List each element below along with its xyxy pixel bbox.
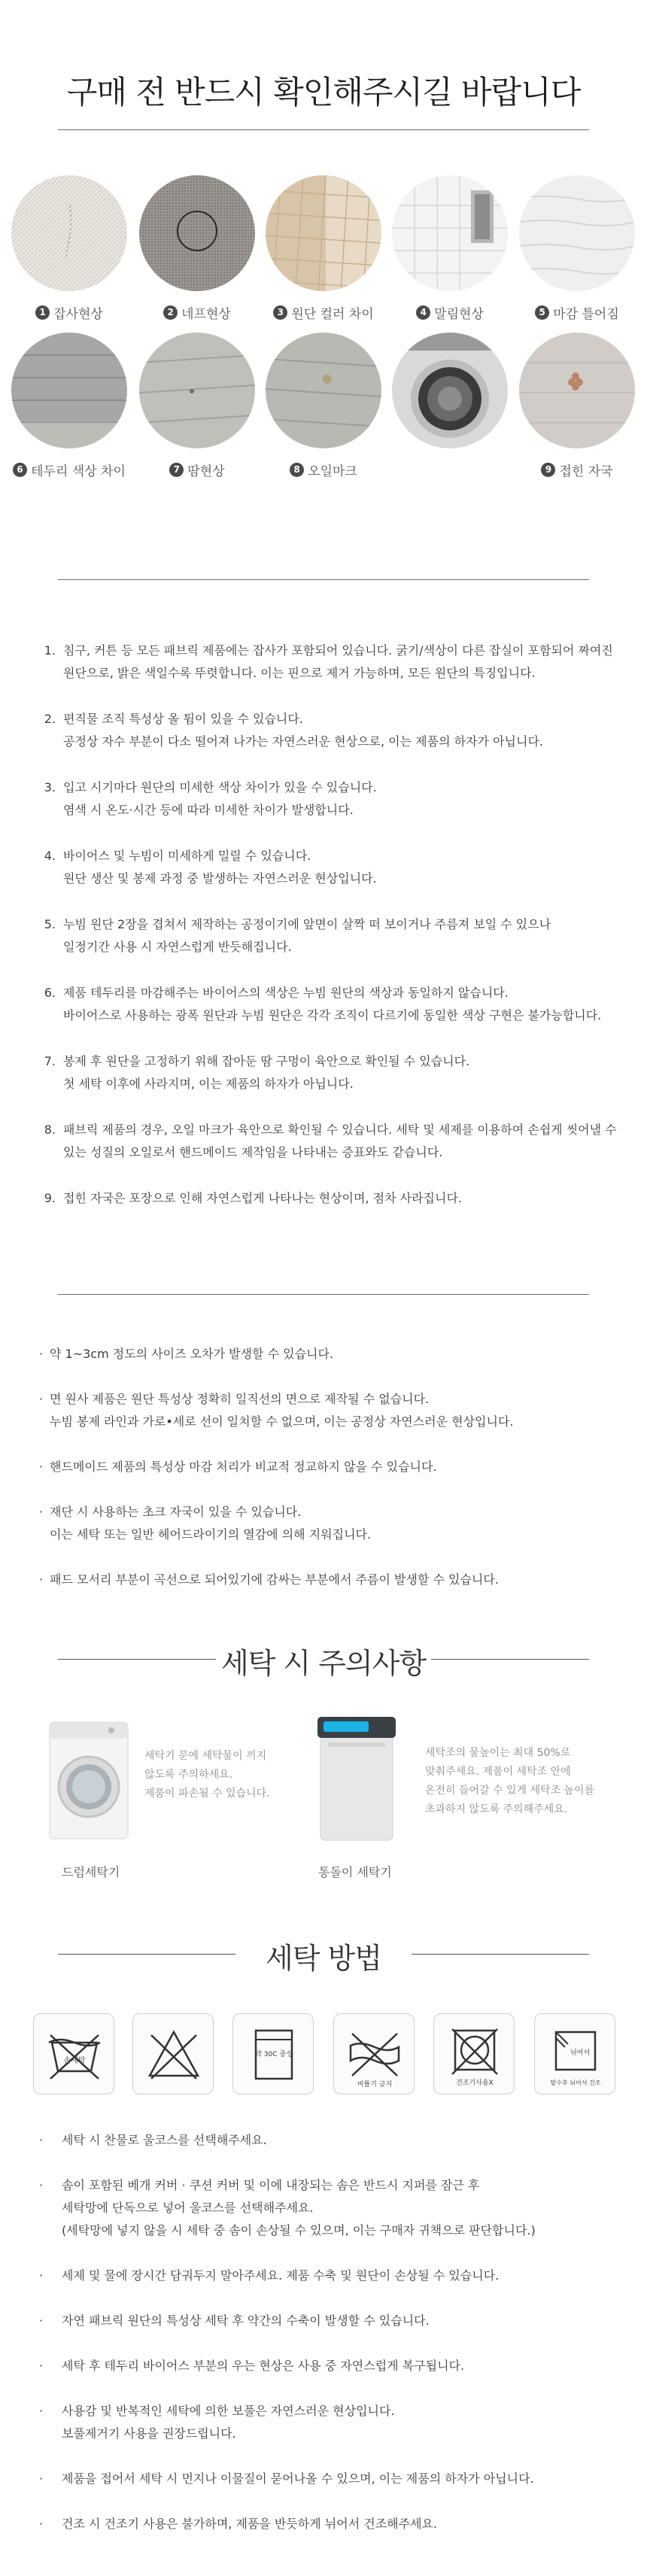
list-marker: · (39, 2313, 44, 2328)
list-text (63, 708, 623, 753)
text-line: 약 1~3cm 정도의 사이즈 오차가 발생할 수 있습니다. (50, 1347, 334, 1361)
text-line: 원단 생산 및 봉제 과정 중 발생하는 자연스러운 현상입니다. (63, 871, 377, 886)
defect-number: 9 (541, 463, 555, 477)
list-marker: · (39, 2404, 44, 2418)
list-marker: 5. (44, 917, 56, 931)
list-marker: · (39, 1347, 44, 1361)
svg-text:비틀기 금지: 비틀기 금지 (357, 2081, 393, 2088)
defect-item-2 (139, 175, 255, 322)
defect-number: 8 (290, 463, 304, 477)
text-line: (세탁망에 넣지 않을 시 세탁 중 솜이 손상될 수 있으며, 이는 구매자 귀책으로 판단합니다.) (62, 2223, 536, 2237)
method-item (39, 2129, 626, 2152)
washer-30c-icon (232, 2013, 314, 2095)
text-line: 보풀제거기 사용을 권장드립니다. (62, 2426, 236, 2441)
method-item (39, 2513, 626, 2535)
defect-photo (11, 175, 127, 291)
defect-photo (519, 333, 635, 448)
text-line: 공정상 자수 부분이 다소 떨어져 나가는 자연스러운 현상으로, 이는 제품의 하자가 아닙니다. (63, 734, 543, 749)
text-line: 패브릭 제품의 경우, 오일 마크가 육안으로 확인될 수 있습니다. 세탁 및 세제를 이용하여 손쉽게 씻어낼 수 (63, 1122, 617, 1137)
defect-item-washer-photo (392, 333, 508, 448)
defect-photo (11, 333, 127, 448)
text-line: 재단 시 사용하는 초크 자국이 있을 수 있습니다. (50, 1505, 302, 1519)
top-load-washer-description: 세탁조의 물높이는 최대 50%로 맞춰주세요. 제품이 세탁조 안에 온전히 들어갈 수 있게 세탁조 높이를 초과하지 않도록 주의해주세요. (425, 1747, 595, 1815)
defect-photo (266, 333, 381, 448)
method-item (39, 2400, 626, 2445)
list-text (63, 1119, 623, 1164)
text-line: 침구, 커튼 등 모든 패브릭 제품에는 잡사가 포함되어 있습니다. 굵기/색상이 다른 잡실이 포함되어 짜여진 (63, 643, 613, 658)
bullet-item (39, 1569, 626, 1591)
defect-item-8 (266, 333, 381, 479)
text-line: 세탁 후 테두리 바이어스 부분의 우는 현상은 사용 중 자연스럽게 복구됩니다. (62, 2359, 465, 2373)
list-marker: 8. (44, 1122, 56, 1137)
notice-item (36, 776, 623, 822)
defect-number: 1 (35, 305, 50, 320)
list-marker: 3. (44, 780, 56, 794)
list-text (63, 1187, 623, 1210)
list-text (62, 2468, 626, 2490)
defect-label: 땀현상 (187, 464, 225, 479)
list-text (50, 1569, 626, 1591)
list-marker: · (39, 1572, 44, 1587)
list-text (62, 2513, 626, 2535)
text-line: 있는 성질의 오일로서 핸드메이드 제작임을 나타내는 증표와도 같습니다. (63, 1145, 443, 1159)
list-marker: · (39, 2359, 44, 2373)
notice-item (36, 845, 623, 890)
svg-text:손세탁: 손세탁 (63, 2057, 86, 2065)
defect-number: 5 (535, 305, 549, 320)
washing-method-title: 세탁 방법 (266, 1942, 381, 1975)
list-marker: 4. (44, 849, 56, 863)
list-text (63, 845, 623, 890)
defect-photo (392, 175, 508, 291)
defect-item-9 (519, 333, 635, 479)
method-item (39, 2468, 626, 2490)
list-text (62, 2400, 626, 2445)
text-line: 바이어스로 사용하는 광폭 원단과 누빔 원단은 각각 조직이 다르기에 동일한 색상 구현은 불가능합니다. (63, 1008, 602, 1022)
text-line: 봉제 후 원단을 고정하기 위해 잡아둔 땀 구멍이 육안으로 확인될 수 있습니다. (63, 1054, 470, 1068)
text-line: 접힌 자국은 포장으로 인해 자연스럽게 나타나는 현상이며, 점차 사라집니다. (63, 1191, 462, 1205)
list-text (63, 1050, 623, 1095)
top-load-washer-image (313, 1712, 400, 1847)
defect-label: 잡사현상 (53, 307, 103, 322)
defect-photo (519, 175, 635, 291)
text-line: 세제 및 물에 장시간 담궈두지 말아주세요. 제품 수축 및 원단이 손상될 수 있습니다. (62, 2268, 500, 2283)
no-bleach-icon (132, 2013, 214, 2095)
list-marker: · (39, 2133, 44, 2147)
text-line: 염색 시 온도·시간 등에 따라 미세한 차이가 발생합니다. (63, 803, 354, 817)
bullet-item (39, 1343, 626, 1365)
text-line: 바이어스 및 누빔이 미세하게 밀릴 수 있습니다. (63, 849, 311, 863)
text-line: 제품 테두리를 마감해주는 바이어스의 색상은 누빔 원단의 색상과 동일하지 않습니다. (63, 986, 509, 1000)
notice-item (36, 1050, 623, 1095)
no-iron-icon (333, 2013, 415, 2095)
notice-list (36, 639, 623, 1233)
svg-text:약 30C 중성: 약 30C 중성 (255, 2051, 293, 2058)
defect-label: 말림현상 (434, 307, 484, 322)
method-item (39, 2310, 626, 2332)
list-text (63, 982, 623, 1027)
list-text (50, 1501, 626, 1546)
text-line: 첫 세탁 이후에 사라지며, 이는 제품의 하자가 아닙니다. (63, 1077, 354, 1091)
drum-washer-image (44, 1719, 134, 1846)
list-text (50, 1456, 626, 1478)
text-line: 세탁망에 단독으로 넣어 울코스를 선택해주세요. (62, 2201, 314, 2215)
svg-text:건조기사용X: 건조기사용X (456, 2079, 494, 2087)
notice-item (36, 708, 623, 753)
bullet-list (39, 1343, 626, 1614)
text-line: 건조 시 건조기 사용은 불가하며, 제품을 반듯하게 뉘어서 건조해주세요. (62, 2517, 438, 2531)
method-item (39, 2265, 626, 2287)
defect-number: 2 (163, 305, 178, 320)
caution-rule-right (431, 1659, 589, 1660)
list-text (62, 2310, 626, 2332)
text-line: 면 원사 제품은 원단 특성상 정확히 일직선의 면으로 제작될 수 없습니다. (50, 1392, 430, 1406)
text-line: 패드 모서리 부분이 곡선으로 되어있기에 감싸는 부분에서 주름이 발생할 수 있습니다. (50, 1572, 499, 1587)
defect-photo (139, 333, 255, 448)
drum-washer-description: 세탁기 문에 세탁물이 끼지 않도록 주의하세요. 제품이 파손될 수 있습니다. (144, 1750, 270, 1800)
defect-item-1 (11, 175, 127, 322)
bullet-item (39, 1501, 626, 1546)
list-marker: · (39, 2268, 44, 2283)
method-item (39, 2355, 626, 2377)
text-line: 입고 시기마다 원단의 미세한 색상 차이가 있을 수 있습니다. (63, 780, 377, 794)
text-line: 핸드메이드 제품의 특성상 마감 처리가 비교적 정교하지 않을 수 있습니다. (50, 1460, 437, 1474)
list-marker: 6. (44, 986, 56, 1000)
defect-item-3 (266, 175, 381, 322)
no-tumble-dry-icon (433, 2013, 515, 2095)
defect-item-4 (392, 175, 508, 322)
list-marker: · (39, 2471, 44, 2486)
defect-photo (139, 175, 255, 291)
defect-photo (266, 175, 381, 291)
list-marker: · (39, 1505, 44, 1519)
defect-label: 마감 틀어짐 (553, 307, 619, 322)
defect-item-7 (139, 333, 255, 479)
text-line: 일정기간 사용 시 자연스럽게 반듯해집니다. (63, 940, 292, 954)
method-item (39, 2174, 626, 2242)
list-text (50, 1388, 626, 1433)
defect-label: 원단 컬러 차이 (291, 307, 374, 322)
text-line: 제품을 접어서 세탁 시 먼지나 이물질이 묻어나올 수 있으며, 이는 제품의 하자가 아닙니다. (62, 2471, 534, 2486)
list-text (63, 913, 623, 958)
shade-dry-icon (534, 2013, 615, 2095)
list-marker: · (39, 1392, 44, 1406)
washer-photo (392, 333, 508, 448)
defect-label: 오일마크 (308, 464, 357, 479)
bullet-item (39, 1456, 626, 1478)
text-line: 누빔 봉제 라인과 가로•세로 선이 일치할 수 없으며, 이는 공정상 자연스러운 현상입니다. (50, 1414, 514, 1429)
bullet-item (39, 1388, 626, 1433)
notice-item (36, 639, 623, 685)
method-rule-right (412, 1954, 589, 1955)
svg-text:뉘어서: 뉘어서 (570, 2049, 591, 2057)
list-text (62, 2355, 626, 2377)
list-marker: · (39, 2517, 44, 2531)
list-text (62, 2174, 626, 2242)
list-marker: 2. (44, 712, 56, 726)
text-line: 이는 세탁 또는 일반 헤어드라이기의 열감에 의해 지워집니다. (50, 1527, 372, 1542)
text-line: 자연 패브릭 원단의 특성상 세탁 후 약간의 수축이 발생할 수 있습니다. (62, 2313, 430, 2328)
defect-number: 7 (169, 463, 184, 477)
list-marker: · (39, 1460, 44, 1474)
drum-washer-label: 드럼세탁기 (62, 1865, 120, 1879)
notice-item (36, 1187, 623, 1210)
list-text (62, 2129, 626, 2152)
text-line: 사용감 및 반복적인 세탁에 의한 보풀은 자연스러운 현상입니다. (62, 2404, 395, 2418)
defect-item-5 (519, 175, 635, 322)
list-text (62, 2265, 626, 2287)
text-line: 누빔 원단 2장을 겹쳐서 제작하는 공정이기에 앞면이 살짝 떠 보이거나 주름져 보일 수 있으나 (63, 917, 551, 931)
list-marker: · (39, 2178, 44, 2192)
list-marker: 9. (44, 1191, 56, 1205)
title-divider (58, 129, 589, 130)
section-divider (58, 1294, 589, 1295)
notice-item (36, 982, 623, 1027)
text-line: 원단으로, 밝은 색일수록 뚜렷합니다. 이는 핀으로 제거 가능하며, 모든 원단의 특징입니다. (63, 666, 536, 680)
notice-item (36, 1119, 623, 1164)
defect-label: 테두리 색상 차이 (31, 464, 126, 479)
text-line: 솜이 포함된 베개 커버 · 쿠션 커버 및 이에 내장되는 솜은 반드시 지퍼를 잠근 후 (62, 2178, 480, 2192)
list-text (50, 1343, 626, 1365)
text-line: 세탁 시 찬물로 울코스를 선택해주세요. (62, 2133, 267, 2147)
defect-number: 3 (273, 305, 287, 320)
washing-method-list (39, 2129, 626, 2558)
text-line: 편직물 조직 특성상 올 튐이 있을 수 있습니다. (63, 712, 303, 726)
notice-item (36, 913, 623, 958)
defect-item-6 (11, 333, 127, 479)
list-marker: 1. (44, 643, 56, 658)
defect-label: 접힌 자국 (559, 464, 613, 479)
page-title: 구매 전 반드시 확인해주시길 바랍니다 (66, 74, 581, 111)
defect-label: 네프현상 (181, 307, 231, 322)
defect-number: 6 (13, 463, 27, 477)
list-text (63, 776, 623, 822)
defect-number: 4 (416, 305, 430, 320)
washing-caution-title: 세탁 시 주의사항 (220, 1647, 427, 1680)
section-divider (58, 579, 589, 580)
hand-wash-icon (33, 2013, 114, 2095)
list-text (63, 639, 623, 685)
svg-text:탈수후 뉘어서 건조: 탈수후 뉘어서 건조 (550, 2079, 601, 2086)
top-load-washer-label: 통돌이 세탁기 (318, 1865, 392, 1879)
list-marker: 7. (44, 1054, 56, 1068)
